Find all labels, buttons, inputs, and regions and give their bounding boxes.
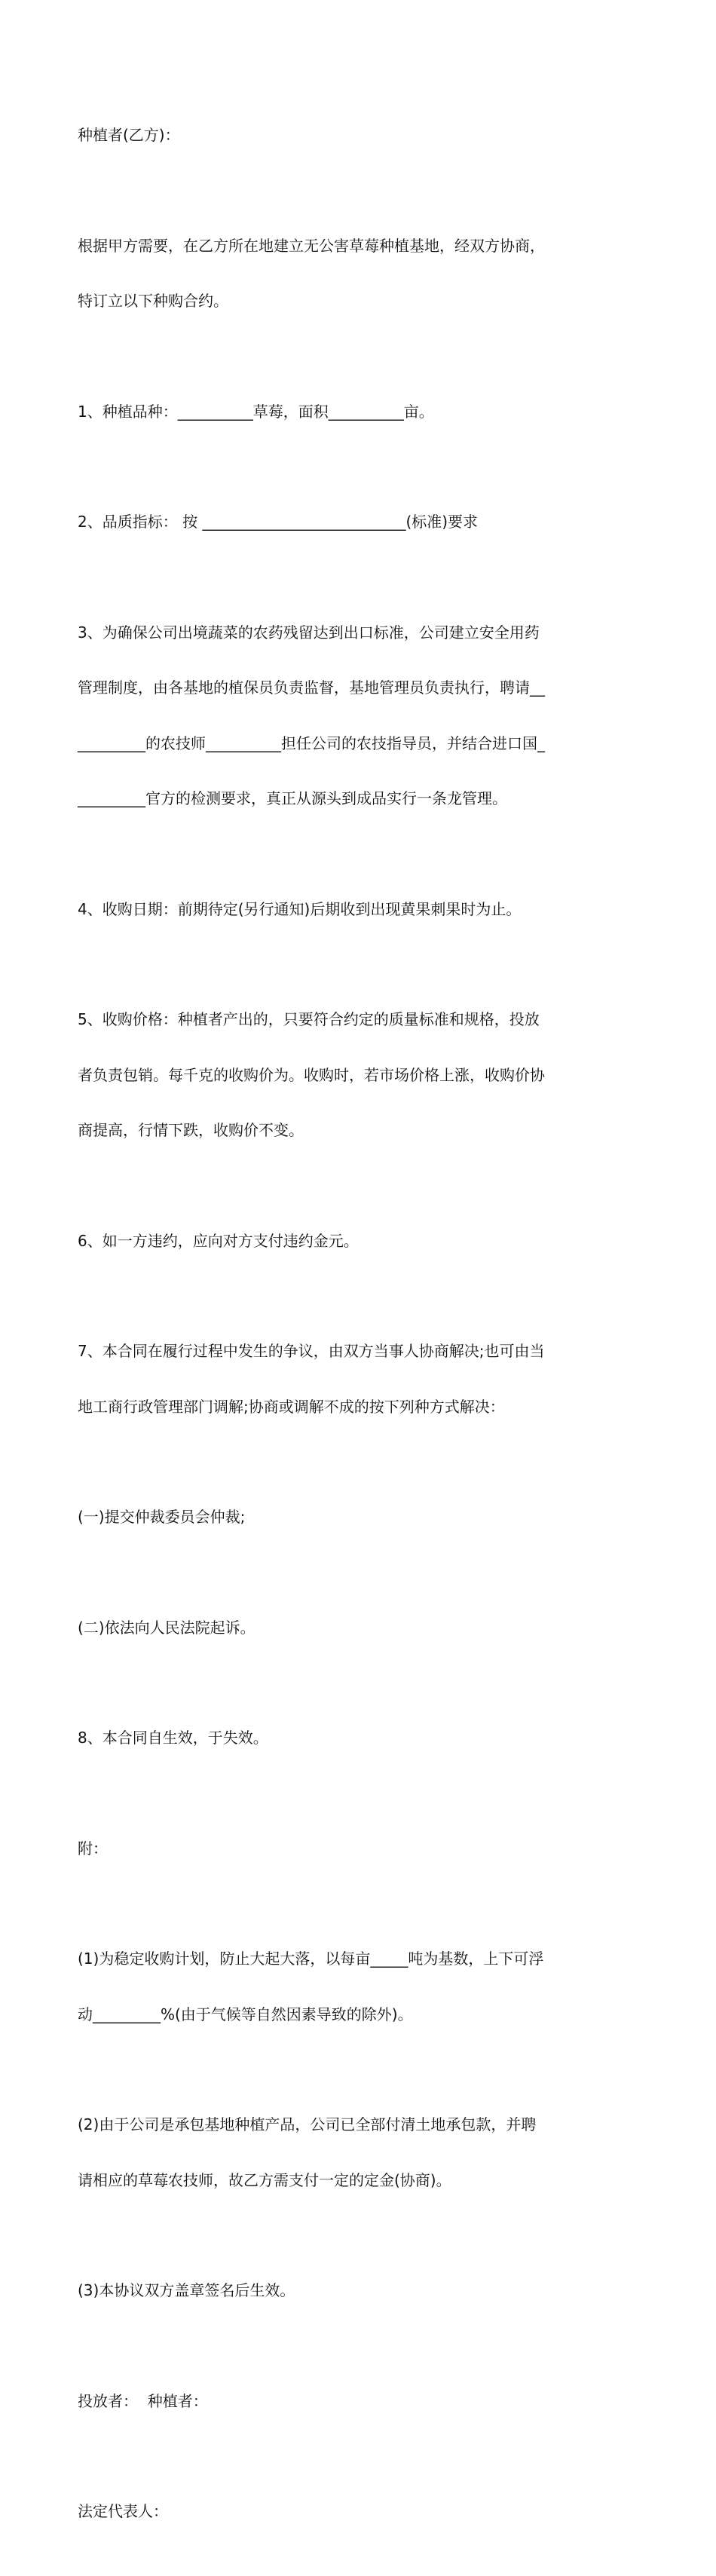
text-line: (1)为稳定收购计划，防止大起大落，以每亩_____吨为基数，上下可浮	[78, 1950, 544, 1968]
text-line: 特订立以下种购合约。	[78, 292, 228, 310]
text-line: (二)依法向人民法院起诉。	[78, 1618, 255, 1637]
text-line: 4、收购日期：前期待定(另行通知)后期收到出现黄果刺果时为止。	[78, 899, 522, 918]
text-line: 投放者： 种植者：	[78, 2391, 208, 2410]
appendix-item-1	[78, 1913, 643, 2060]
text-line: 法定代表人：	[78, 2502, 168, 2520]
text-line: 8、本合同自生效，于失效。	[78, 1729, 268, 1747]
clause-5-purchase-price	[78, 973, 643, 1177]
text-line: 商提高，行情下跌，收购价不变。	[78, 1121, 304, 1139]
signature-parties	[78, 2355, 643, 2448]
appendix-item-3	[78, 2244, 643, 2337]
text-line: 5、收购价格：种植者产出的，只要符合约定的质量标准和规格，投放	[78, 1010, 540, 1028]
text-line: 管理制度，由各基地的植保员负责监督，基地管理员负责执行，聘请__	[78, 678, 545, 697]
clause-8-effective	[78, 1692, 643, 1784]
text-line: 1、种植品种：__________草莓，面积__________亩。	[78, 402, 434, 421]
appendix-item-2	[78, 2078, 643, 2226]
preamble-paragraph	[78, 200, 643, 348]
clause-4-purchase-date	[78, 863, 643, 956]
text-line: _________官方的检测要求，真正从源头到成品实行一条龙管理。	[78, 789, 507, 807]
text-line: (3)本协议双方盖章签名后生效。	[78, 2281, 295, 2299]
text-line: 者负责包销。每千克的收购价为。收购时，若市场价格上涨，收购价协	[78, 1065, 545, 1084]
text-line: 附：	[78, 1839, 108, 1858]
legal-representative-label	[78, 2465, 643, 2558]
text-line: 动_________%(由于气候等自然因素导致的除外)。	[78, 2005, 413, 2023]
text-line: (一)提交仲裁委员会仲裁;	[78, 1508, 246, 1526]
clause-2-quality	[78, 476, 643, 568]
text-line: 2、品质指标： 按 ___________________________(标准)要求	[78, 513, 479, 531]
clause-1-variety	[78, 366, 643, 458]
text-line: 6、如一方违约，应向对方支付违约金元。	[78, 1231, 359, 1250]
contract-body	[78, 89, 643, 2576]
text-line: 根据甲方需要，在乙方所在地建立无公害草莓种植基地，经双方协商，	[78, 236, 545, 255]
text-line: _________的农技师__________担任公司的农技指导员，并结合进口国_	[78, 734, 545, 752]
text-line: 种植者(乙方)：	[78, 126, 180, 144]
text-line: 7、本合同在履行过程中发生的争议，由双方当事人协商解决;也可由当	[78, 1342, 545, 1360]
text-line: (2)由于公司是承包基地种植产品，公司已全部付清土地承包款，并聘	[78, 2115, 537, 2133]
text-line: 请相应的草莓农技师，故乙方需支付一定的定金(协商)。	[78, 2170, 451, 2189]
clause-3-pesticide-control	[78, 587, 643, 845]
party-b-planter-label	[78, 89, 643, 182]
clause-6-breach	[78, 1195, 643, 1288]
text-line: 3、为确保公司出境蔬菜的农药残留达到出口标准，公司建立安全用药	[78, 623, 540, 642]
clause-7-disputes	[78, 1305, 643, 1453]
dispute-option-lawsuit	[78, 1582, 643, 1674]
appendix-heading	[78, 1803, 643, 1895]
dispute-option-arbitration	[78, 1471, 643, 1564]
text-line: 地工商行政管理部门调解;协商或调解不成的按下列种方式解决：	[78, 1397, 505, 1416]
